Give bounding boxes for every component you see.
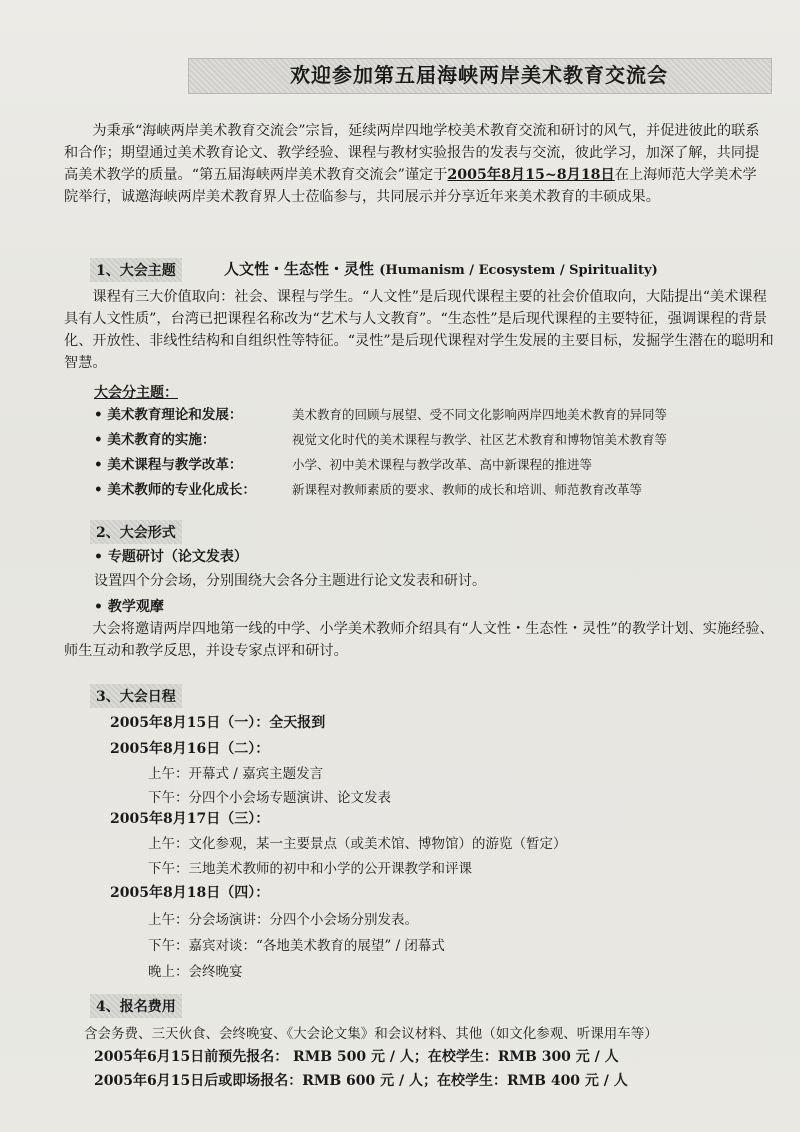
subtopic-desc: 美术教育的回顾与展望、受不同文化影响两岸四地美术教育的异同等: [292, 407, 668, 422]
subtopic-name: • 美术教育理论和发展：: [94, 407, 243, 423]
section-heading-format: 2、大会形式: [90, 520, 182, 544]
format-item-title: • 专题研讨（论文发表）: [94, 549, 248, 565]
intro-text-1: 为秉承“海峡两岸美术教育交流会”宗旨，延续两岸四地学校美术教育交流和研讨的风气，并促进彼此的联系和合作；期望通过美术教育论文、教学经验、课程与教材实验报告的发表与交流，彼此学习，加深了解，共同提高美术教学的质量。“第五届海峡两岸美术教育交流会”谨定于: [64, 123, 760, 183]
schedule-date: 2005年8月17日（三）：: [110, 811, 270, 827]
subtopics-title: 大会分主题：: [94, 385, 178, 401]
schedule-item: 下午：嘉宾对谈：“各地美术教育的展望” / 闭幕式: [148, 938, 445, 954]
intro-text-2: 在上海师范大学美术学院举行，诚邀海峡两岸美术教育界人士莅临参与，共同展示并分享近年来美术教育的丰硕成果。: [64, 167, 757, 205]
schedule-item: 下午：分四个小会场专题演讲、论文发表: [148, 790, 391, 806]
conference-dates: 2005年8月15~8月18日: [447, 167, 615, 183]
schedule-item: 下午：三地美术教师的初中和小学的公开课教学和评课: [148, 861, 472, 877]
schedule-date: 2005年8月16日（二）：: [110, 741, 270, 757]
section-heading-fees: 4、报名费用: [90, 994, 182, 1018]
schedule-item: 上午：开幕式 / 嘉宾主题发言: [148, 766, 324, 782]
theme-english: (Humanism / Ecosystem / Spirituality): [379, 263, 658, 278]
subtopic-item: [94, 454, 784, 476]
theme-line: [224, 258, 658, 279]
fee-line: 2005年6月15日后或即场报名：RMB 600 元 / 人；在校学生：RMB 400 元 / 人: [94, 1073, 628, 1089]
schedule-item: 晚上：会终晚宴: [148, 964, 243, 980]
theme-title: 人文性・生态性・灵性: [224, 260, 375, 278]
subtopic-item: [94, 404, 784, 426]
subtopic-name: • 美术课程与教学改革：: [94, 457, 243, 473]
format-item-text: 大会将邀请两岸四地第一线的中学、小学美术教师介绍具有“人文性・生态性・灵性”的教学计划、实施经验、师生互动和教学反思，并设专家点评和研讨。: [64, 621, 774, 659]
page-title: 欢迎参加第五届海峡两岸美术教育交流会: [290, 63, 668, 87]
schedule-item: 上午：文化参观，某一主要景点（或美术馆、博物馆）的游览（暂定）: [148, 836, 567, 852]
section-heading-theme: 1、大会主题: [90, 258, 182, 282]
subtopic-desc: 小学、初中美术课程与教学改革、高中新课程的推进等: [292, 457, 593, 472]
subtopic-item: [94, 479, 784, 501]
subtopic-item: [94, 429, 784, 451]
section-heading-schedule: 3、大会日程: [90, 684, 182, 708]
subtopic-desc: 视觉文化时代的美术课程与教学、社区艺术教育和博物馆美术教育等: [292, 432, 668, 447]
subtopic-name: • 美术教育的实施：: [94, 432, 216, 448]
schedule-date: 2005年8月15日（一）：全天报到: [110, 715, 326, 731]
theme-paragraph: 课程有三大价值取向：社会、课程与学生。“人文性”是后现代课程主要的社会价值取向，大陆提出“美术课程具有人文性质”，台湾已把课程名称改为“艺术与人文教育”。“生态性”是后现代课程的主要特征，强调课程的背景化、开放性、非线性结构和自组织性等特征。“灵性”是后现代课程对学生发展的主要目标，发掘学生潜在的聪明和智慧。: [64, 289, 774, 371]
format-item-title: • 教学观摩: [94, 599, 164, 615]
schedule-date: 2005年8月18日（四）：: [110, 885, 270, 901]
intro-paragraph: [64, 120, 764, 208]
schedule-item: 上午：分会场演讲：分四个小会场分别发表。: [148, 912, 418, 928]
fee-line: 2005年6月15日前预先报名： RMB 500 元 / 人；在校学生：RMB 300 元 / 人: [94, 1049, 619, 1065]
subtopic-name: • 美术教师的专业化成长：: [94, 482, 256, 498]
subtopic-desc: 新课程对教师素质的要求、教师的成长和培训、师范教育改革等: [292, 482, 643, 497]
format-item-text: 设置四个分会场，分别围绕大会各分主题进行论文发表和研讨。: [94, 573, 486, 589]
fee-note: 含会务费、三天伙食、会终晚宴、《大会论文集》和会议材料、其他（如文化参观、听课用车等）: [84, 1026, 658, 1042]
